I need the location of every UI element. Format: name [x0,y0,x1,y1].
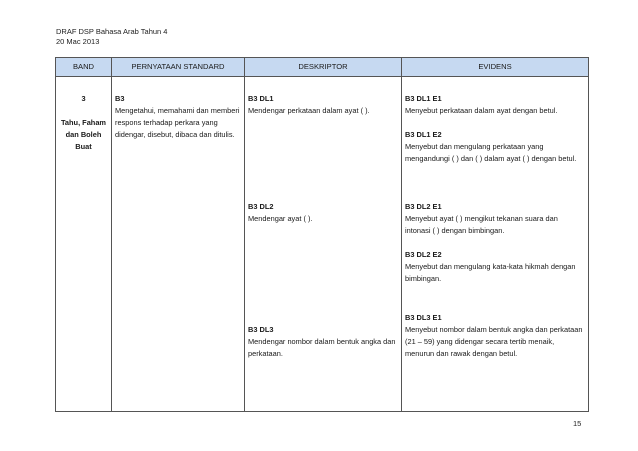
band-number: 3 [81,94,86,103]
descriptor-text: Mendengar nombor dalam bentuk angka dan perkataan. [248,337,396,358]
standard-text: Mengetahui, memahami dan memberi respons terhadap perkara yang didengar, disebut, dibaca dan ditulis. [115,106,240,139]
descriptor-text: Mendengar ayat ( ). [248,214,313,223]
page-number: 15 [573,419,582,428]
evidence-item [405,249,585,285]
evidence-item [405,312,585,360]
table-row [56,77,589,412]
band-description: Tahu, Faham dan Boleh Buat [60,118,107,151]
evidence-code: B3 DL1 E1 [405,94,442,103]
standards-table [55,57,589,412]
evidence-cell [402,77,589,412]
column-header-descriptor: DESKRIPTOR [245,58,402,77]
evidence-code: B3 DL2 E2 [405,250,442,259]
descriptor-text: Mendengar perkataan dalam ayat ( ). [248,106,370,115]
band-cell [56,77,112,412]
descriptor-cell [245,77,402,412]
descriptor-code: B3 DL3 [248,325,274,334]
table-header-row [56,58,589,77]
evidence-text: Menyebut perkataan dalam ayat dengan betul. [405,106,558,115]
descriptor-item [248,201,398,225]
evidence-code: B3 DL3 E1 [405,313,442,322]
document-date: 20 Mac 2013 [56,37,100,46]
evidence-text: Menyebut dan mengulang kata-kata hikmah dengan bimbingan. [405,262,576,283]
evidence-item [405,129,585,165]
evidence-text: Menyebut nombor dalam bentuk angka dan perkataan (21 – 59) yang didengar secara tertib menaik, menurun dan rawak dengan betul. [405,325,583,358]
column-header-band: BAND [56,58,112,77]
evidence-code: B3 DL1 E2 [405,130,442,139]
evidence-text: Menyebut ayat ( ) mengikut tekanan suara dan intonasi ( ) dengan bimbingan. [405,214,558,235]
standard-code: B3 [115,94,125,103]
evidence-item [405,201,585,237]
column-header-standard: PERNYATAAN STANDARD [112,58,245,77]
descriptor-code: B3 DL2 [248,202,274,211]
evidence-item [405,93,585,117]
descriptor-item [248,93,398,117]
column-header-evidence: EVIDENS [402,58,589,77]
evidence-code: B3 DL2 E1 [405,202,442,211]
document-title: DRAF DSP Bahasa Arab Tahun 4 [56,27,168,36]
standard-cell [112,77,245,412]
descriptor-item [248,324,398,360]
descriptor-code: B3 DL1 [248,94,274,103]
evidence-text: Menyebut dan mengulang perkataan yang mengandungi ( ) dan ( ) dalam ayat ( ) dengan betul. [405,142,577,163]
document-header [56,27,167,47]
